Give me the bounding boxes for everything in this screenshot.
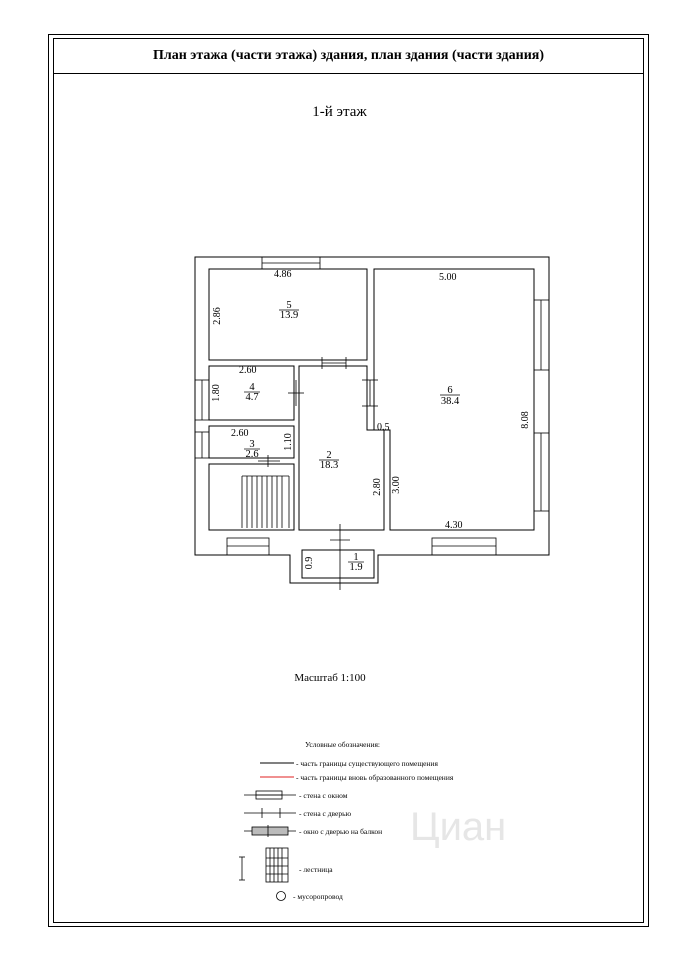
dim-room6-width-bottom: 4.30	[445, 520, 463, 531]
window-left-room4	[195, 380, 209, 420]
scale-label: Масштаб 1:100	[294, 672, 366, 684]
room-number: 6	[447, 385, 453, 396]
door-room4	[288, 380, 304, 406]
dim-room4-height: 1.80	[211, 384, 222, 402]
stair-area-outline	[209, 464, 294, 530]
window-top	[262, 257, 320, 269]
room-area: 13.9	[279, 310, 299, 321]
dim-room3-width: 2.60	[231, 428, 249, 439]
room-number: 5	[286, 300, 292, 311]
floor-label: 1-й этаж	[312, 104, 367, 120]
window-left-room3	[195, 432, 209, 458]
legend-stairs-icon	[239, 848, 288, 882]
dim-room5-height: 2.86	[212, 307, 223, 325]
dim-room4-width: 2.60	[239, 365, 257, 376]
watermark: Циан	[410, 805, 507, 849]
window-bottom-right	[432, 538, 496, 555]
room-number: 4	[249, 382, 255, 393]
room-1-label	[348, 552, 364, 573]
legend-balcony-door-icon	[244, 825, 296, 837]
legend-label: - часть границы существующего помещения	[296, 759, 438, 768]
legend-label: - мусоропровод	[293, 892, 343, 901]
window-bottom-left	[227, 538, 269, 555]
window-right-lower	[534, 433, 549, 511]
room-5-label	[279, 300, 299, 321]
legend-title: Условные обозначения:	[305, 740, 381, 749]
legend-garbage-chute-icon	[277, 892, 286, 901]
room-number: 3	[249, 439, 255, 450]
room-area: 38.4	[440, 396, 460, 407]
dim-room5-width: 4.86	[274, 269, 292, 280]
room-2-label	[319, 450, 339, 471]
room-6-label	[440, 385, 460, 407]
legend-label: - стена с дверью	[299, 809, 352, 818]
room-3-label	[244, 439, 260, 460]
dim-step-width: 0.5	[377, 422, 390, 433]
room-4-label	[244, 382, 260, 403]
room-number: 2	[326, 450, 332, 461]
dim-room2-height: 2.80	[372, 478, 383, 496]
window-right-upper	[534, 300, 549, 370]
room-2-outline	[299, 366, 384, 530]
room-number: 1	[353, 552, 359, 563]
legend-label: - лестница	[299, 865, 333, 874]
room-area: 1.9	[349, 562, 363, 573]
stairs	[242, 476, 289, 528]
dim-room1-height: 0.9	[304, 556, 315, 570]
dim-room3-height: 1.10	[283, 433, 294, 451]
dim-room6-height: 8.08	[520, 411, 531, 429]
dim-room6-width-top: 5.00	[439, 272, 457, 283]
room-area: 18.3	[319, 460, 339, 471]
legend-label: - окно с дверью на балкон	[299, 827, 383, 836]
room-area: 2.6	[245, 449, 259, 460]
door-room3	[258, 455, 280, 467]
legend-door-wall-icon	[244, 808, 296, 818]
door-room5	[322, 357, 346, 369]
legend-label: - стена с окном	[299, 791, 348, 800]
door-room6	[362, 380, 378, 406]
dim-room6-inner-height: 3.00	[391, 476, 402, 494]
page-title: План этажа (части этажа) здания, план здания (части здания)	[152, 48, 545, 63]
door-entrance	[330, 524, 350, 590]
legend-label: - часть границы вновь образованного помещения	[296, 773, 454, 782]
room-area: 4.7	[245, 392, 259, 403]
legend-window-wall-icon	[244, 791, 296, 799]
